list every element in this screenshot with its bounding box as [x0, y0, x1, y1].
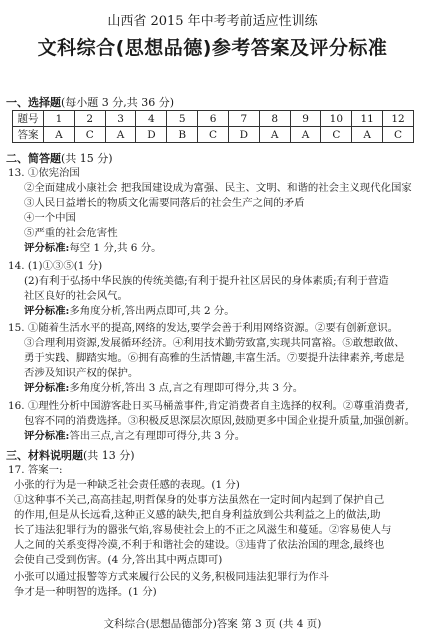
answer-line: 的作用,但是从长远看,这种正义感的缺失,把自身利益放到公共利益之上的做法,助 — [14, 509, 381, 521]
section-note: (每小题 3 分,共 36 分) — [61, 96, 175, 109]
table-cell: 11 — [352, 111, 383, 127]
table-cell: D — [228, 127, 259, 143]
answer-line: 13. ①依宪治国 — [8, 167, 80, 179]
table-cell: 6 — [198, 111, 229, 127]
table-cell: 5 — [167, 111, 198, 127]
scoring-text: 多角度分析,答出两点即可,共 2 分。 — [69, 305, 235, 317]
scoring-text: 答出三点,言之有理即可得分,共 3 分。 — [69, 430, 246, 442]
row-label-numbers: 题号 — [13, 111, 44, 127]
answer-line: ③合理利用资源,发展循环经济。④利用技术勤劳致富,实现共同富裕。⑤敢想敢做、 — [24, 337, 405, 349]
scoring-label: 评分标准: — [24, 305, 70, 317]
page-title: 文科综合(思想品德)参考答案及评分标准 — [37, 37, 388, 59]
table-cell: C — [321, 127, 352, 143]
table-cell: A — [290, 127, 321, 143]
section-heading-text: 二、简答题 — [6, 152, 61, 165]
answer-line: 14. (1)①③⑤(1 分) — [8, 260, 103, 272]
answer-line: ⑤严重的社会危害性 — [24, 227, 118, 239]
section-note: (共 15 分) — [61, 152, 113, 165]
scoring-text: 多角度分析,答出 3 点,言之有理即可得分,共 3 分。 — [69, 382, 304, 394]
table-cell: A — [105, 127, 136, 143]
section-note: (共 13 分) — [83, 449, 135, 462]
answer-line: 17. 答案一: — [8, 464, 63, 476]
table-cell: 4 — [136, 111, 167, 127]
table-cell: C — [74, 127, 105, 143]
section-heading-material — [6, 447, 135, 463]
table-cell: A — [44, 127, 75, 143]
table-cell: 7 — [228, 111, 259, 127]
section-heading-choice — [6, 94, 174, 110]
answer-line: 争才是一种明智的选择。(1 分) — [14, 586, 157, 598]
answer-line: ③人民日益增长的物质文化需要同落后的社会生产之间的矛盾 — [24, 197, 305, 209]
table-cell: 1 — [44, 111, 75, 127]
table-cell: A — [259, 127, 290, 143]
answer-table — [12, 110, 414, 143]
question-number-row — [13, 111, 414, 127]
scoring-line — [24, 241, 418, 255]
scoring-line — [24, 304, 418, 318]
table-cell: 8 — [259, 111, 290, 127]
page-footer: 文科综合(思想品德部分)答案 第 3 页 (共 4 页) — [103, 618, 322, 630]
section-heading-short — [6, 150, 113, 166]
answer-line: 会使自己受到伤害。(4 分,答出其中两点即可) — [14, 554, 223, 566]
answer-line: ①这种事不关己,高高挂起,明哲保身的处事方法虽然在一定时间内起到了保护自己 — [14, 494, 385, 506]
answer-line: 勇于实践、脚踏实地。⑥拥有高雅的生活情趣,丰富生活。⑦要提升法律素养,考虑是 — [24, 352, 405, 364]
table-cell: 12 — [383, 111, 414, 127]
scoring-line — [24, 429, 418, 443]
answer-line: 小张的行为是一种缺乏社会责任感的表现。(1 分) — [14, 479, 240, 491]
table-cell: 9 — [290, 111, 321, 127]
answer-line: 15. ①随着生活水平的提高,网络的发达,要学会善于利用网络资源。②要有创新意识。 — [8, 322, 399, 334]
scoring-line — [24, 381, 418, 395]
section-heading-text: 三、材料说明题 — [6, 449, 83, 462]
table-cell: D — [136, 127, 167, 143]
answer-row — [13, 127, 414, 143]
scoring-label: 评分标准: — [24, 382, 70, 394]
exam-subtitle: 山西省 2015 年中考考前适应性训练 — [107, 14, 318, 29]
table-cell: A — [352, 127, 383, 143]
answer-line: 小张可以通过报警等方式来履行公民的义务,积极同违法犯罪行为作斗 — [14, 571, 330, 583]
table-cell: 3 — [105, 111, 136, 127]
table-cell: C — [383, 127, 414, 143]
table-cell: 2 — [74, 111, 105, 127]
answer-line: ②全面建成小康社会 把我国建设成为富强、民主、文明、和谐的社会主义现代化国家 — [24, 182, 412, 194]
table-cell: C — [198, 127, 229, 143]
section-heading-text: 一、选择题 — [6, 96, 61, 109]
scoring-text: 每空 1 分,共 6 分。 — [69, 242, 162, 254]
answer-line: (2)有利于弘扬中华民族的传统美德;有利于提升社区居民的身体素质;有利于营造 — [24, 275, 389, 287]
answer-line: 包容不同的消费选择。③积极反思深层次原因,鼓励更多中国企业提升质量,加强创新。 — [24, 415, 416, 427]
table-cell: 10 — [321, 111, 352, 127]
answer-line: 16. ①理性分析中国游客赴日买马桶盖事件,肯定消费者自主选择的权利。②尊重消费者, — [8, 400, 409, 412]
scoring-label: 评分标准: — [24, 242, 70, 254]
table-cell: B — [167, 127, 198, 143]
scoring-label: 评分标准: — [24, 430, 70, 442]
answer-line: 否涉及知识产权的保护。 — [24, 367, 139, 379]
answer-line: 人之间的关系变得冷漠,不利于和谐社会的建设。③违背了依法治国的理念,最终也 — [14, 539, 385, 551]
answer-line: ④一个中国 — [24, 212, 76, 224]
answer-line: 长了违法犯罪行为的嚣张气焰,容易使社会上的不正之风滋生和蔓延。②容易使人与 — [14, 524, 392, 536]
answer-line: 社区良好的社会风气。 — [24, 290, 128, 302]
row-label-answers: 答案 — [13, 127, 44, 143]
